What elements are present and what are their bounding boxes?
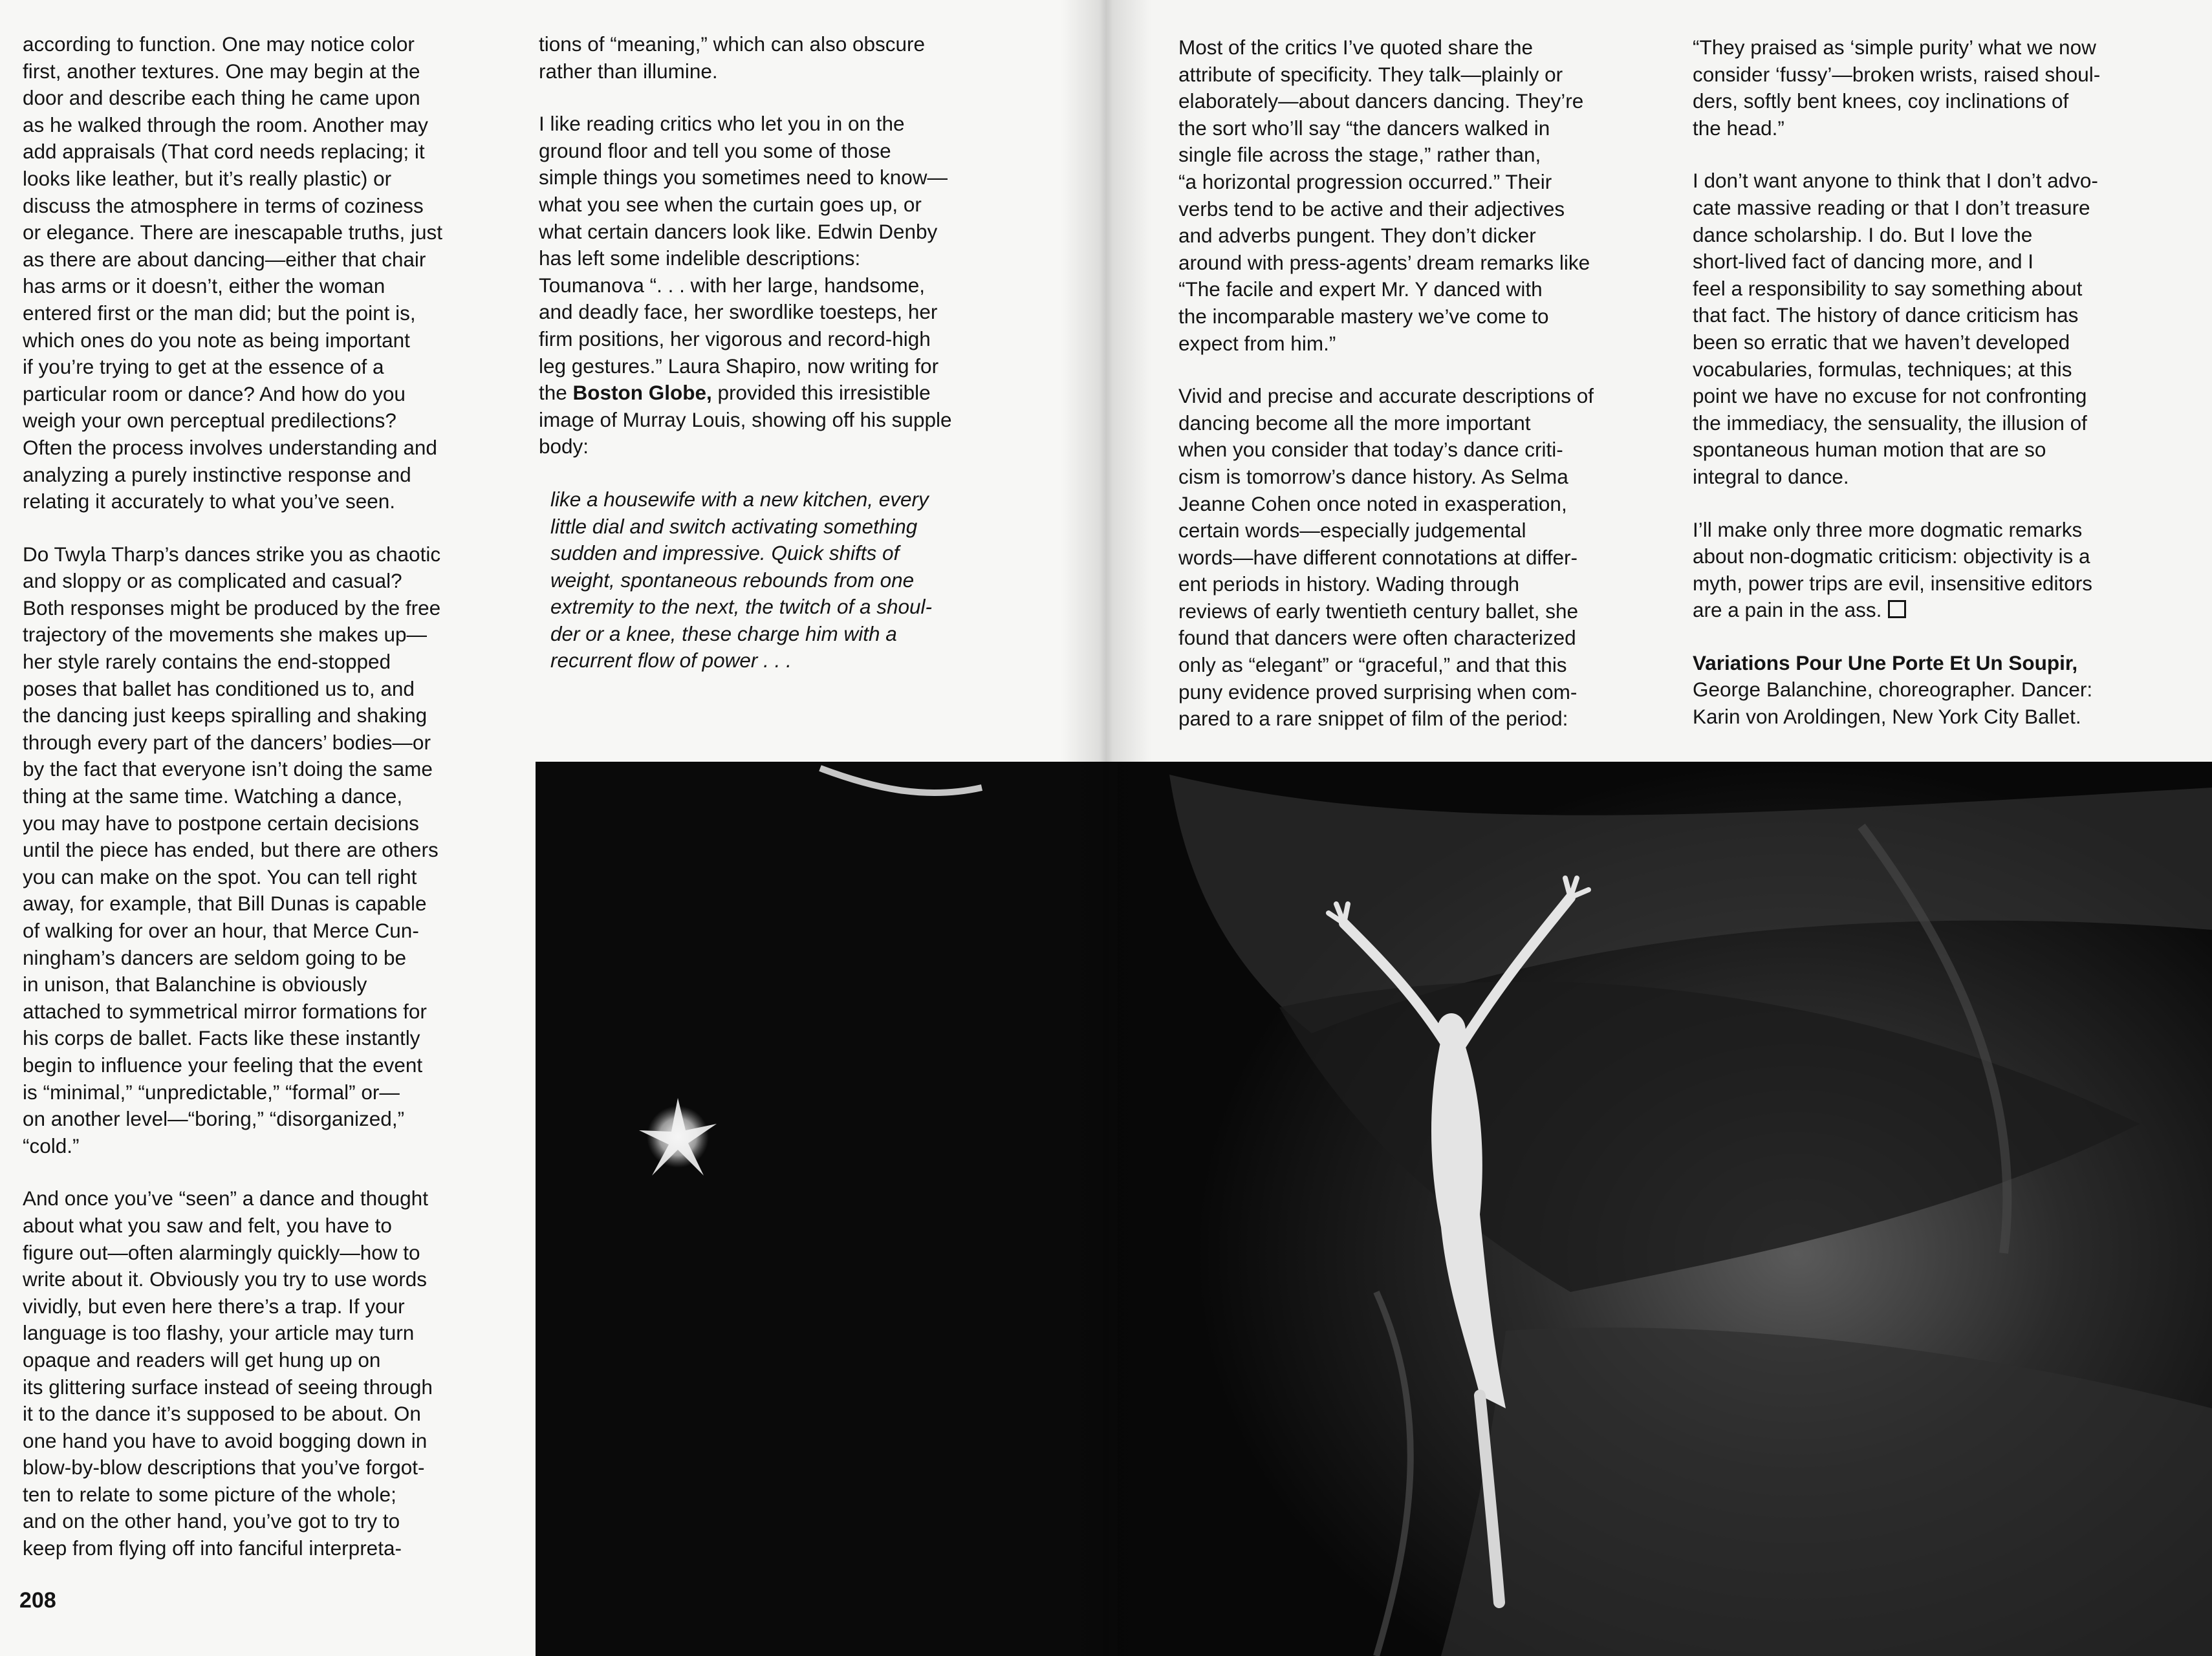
paragraph: according to function. One may notice color first, another textures. One may begin at the door and describe each thing he came upon as he walked through the room. Another may add appraisals (That cord needs replacing; it looks like leather, but it’s really plastic) or discuss the atmosphere in terms of coziness or elegance. There are inescapable truths, just as there are about dancing—either that chair has arms or it doesn’t, either the woman entered first or the man did; but the point is, which ones do you note as being important if you’re trying to get at the essence of a particular room or dance? And how do you weigh your own perceptual predilections? Often the process involves understanding and analyzing a purely instinctive response and relating it accurately to what you’ve seen. <box>23 32 443 513</box>
text-column-3 <box>1178 34 1670 758</box>
page-number: 208 <box>19 1588 56 1613</box>
paragraph: I don’t want anyone to think that I don’t advo- cate massive reading or that I don’t treasure dance scholarship. I do. But I love the short-lived fact of dancing more, and I feel a responsibility to say something about that fact. The history of dance criticism has been so erratic that we haven’t developed vocabularies, formulas, techniques; at this point we have no excuse for not confronting the immediacy, the sensuality, the illusion of spontaneous human motion that are so integral to dance. <box>1693 169 2098 488</box>
text-column-1 <box>23 31 514 1588</box>
paragraph <box>1693 517 2184 624</box>
text-column-4 <box>1693 34 2184 757</box>
paragraph-text: I’ll make only three more dogmatic remarks about non-dogmatic criticism: objectivity is a myth, power trips are evil, insensitive editors are a pain in the ass. <box>1693 517 2092 622</box>
paragraph: Most of the critics I’ve quoted share the attribute of specificity. They talk—plainly or elaborately—about dancers dancing. They’re the sort who’ll say “the dancers walked in single file across the stage,” rather than, “a horizontal progression occurred.” Their verbs tend to be active and their adjectives and adverbs pungent. They don’t dicker around with press-agents’ dream remarks like “The facile and expert Mr. Y danced with the incomparable mastery we’ve come to expect from him.” <box>1178 36 1590 355</box>
paragraph: “They praised as ‘simple purity’ what we now consider ‘fussy’—broken wrists, raised shoul- ders, softly bent knees, coy inclinations of the head.” <box>1693 36 2101 140</box>
paragraph: Vivid and precise and accurate descriptions of dancing become all the more important when you consider that today’s dance criti- cism is tomorrow’s dance history. As Selma Jeanne Cohen once noted in exasperation, certain words—especially judgemental words—have different connotations at differ- ent periods in history. Wading through reviews of early twentieth century ballet, she found that dancers were often characterized only as “elegant” or “graceful,” and that this puny evidence proved surprising when com- pared to a rare snippet of film of the period: <box>1178 384 1594 731</box>
photo-caption <box>1693 650 2184 731</box>
paragraph: tions of “meaning,” which can also obscure rather than illumine. <box>539 32 926 83</box>
paragraph: And once you’ve “seen” a dance and thought about what you saw and felt, you have to figure out—often alarmingly quickly—how to write about it. Obviously you try to use words vividly, but even here there’s a trap. If your language is too flashy, your article may turn opaque and readers will get hung up on its glittering surface instead of seeing through it to the dance it’s supposed to be about. On one hand you have to avoid bogging down in blow-by-blow descriptions that you’ve forgot- ten to relate to some picture of the whole; and on the other hand, you’ve got to try to keep from flying off into fanciful interpreta- <box>23 1187 433 1560</box>
dance-photograph <box>536 762 2212 1656</box>
end-of-article-icon <box>1888 600 1906 618</box>
publication-name: Boston Globe, <box>572 381 712 405</box>
caption-text: George Balanchine, choreographer. Dancer: Karin von Aroldingen, New York City Ballet. <box>1693 678 2093 729</box>
caption-title: Variations Pour Une Porte Et Un Soupir, <box>1693 651 2078 674</box>
text-column-2 <box>539 31 1030 700</box>
paragraph <box>539 111 1030 460</box>
paragraph-text: I like reading critics who let you in on the ground floor and tell you some of those simple things you sometimes need to know— what you see when the curtain goes up, or what certain dancers look like. Edwin Denby has left some indelible descriptions: Toumanova “. . . with her large, handsome, and deadly face, her swordlike toesteps, her firm positions, her vigorous and record-high leg gestures.” Laura Shapiro, now writing for the <box>539 112 948 405</box>
paragraph: Do Twyla Tharp’s dances strike you as chaotic and sloppy or as complicated and casual? Both responses might be produced by the free trajectory of the movements she makes up— her style rarely contains the end-stopped poses that ballet has conditioned us to, and the dancing just keeps spiralling and shaking through every part of the dancers’ bodies—or by the fact that everyone isn’t doing the same thing at the same time. Watching a dance, you may have to postpone certain decisions until the piece has ended, but there are others you can make on the spot. You can tell right away, for example, that Bill Dunas is capable of walking for over an hour, that Merce Cun- ningham’s dancers are seldom going to be in unison, that Balanchine is obviously attached to symmetrical mirror formations for his corps de ballet. Facts like these instantly begin to influence your feeling that the event is “minimal,” “unpredictable,” “formal” or— on another level—“boring,” “disorganized,” “cold.” <box>23 542 441 1157</box>
paragraph-text: provided this irresistible image of Murray Louis, showing off his supple body: <box>539 381 952 458</box>
block-quote: like a housewife with a new kitchen, every little dial and switch activating something sudden and impressive. Quick shifts of weight, spontaneous rebounds from one extremity to the next, the twitch of a shoul- der or a knee, these charge him with a recurrent flow of power . . . <box>550 487 933 672</box>
